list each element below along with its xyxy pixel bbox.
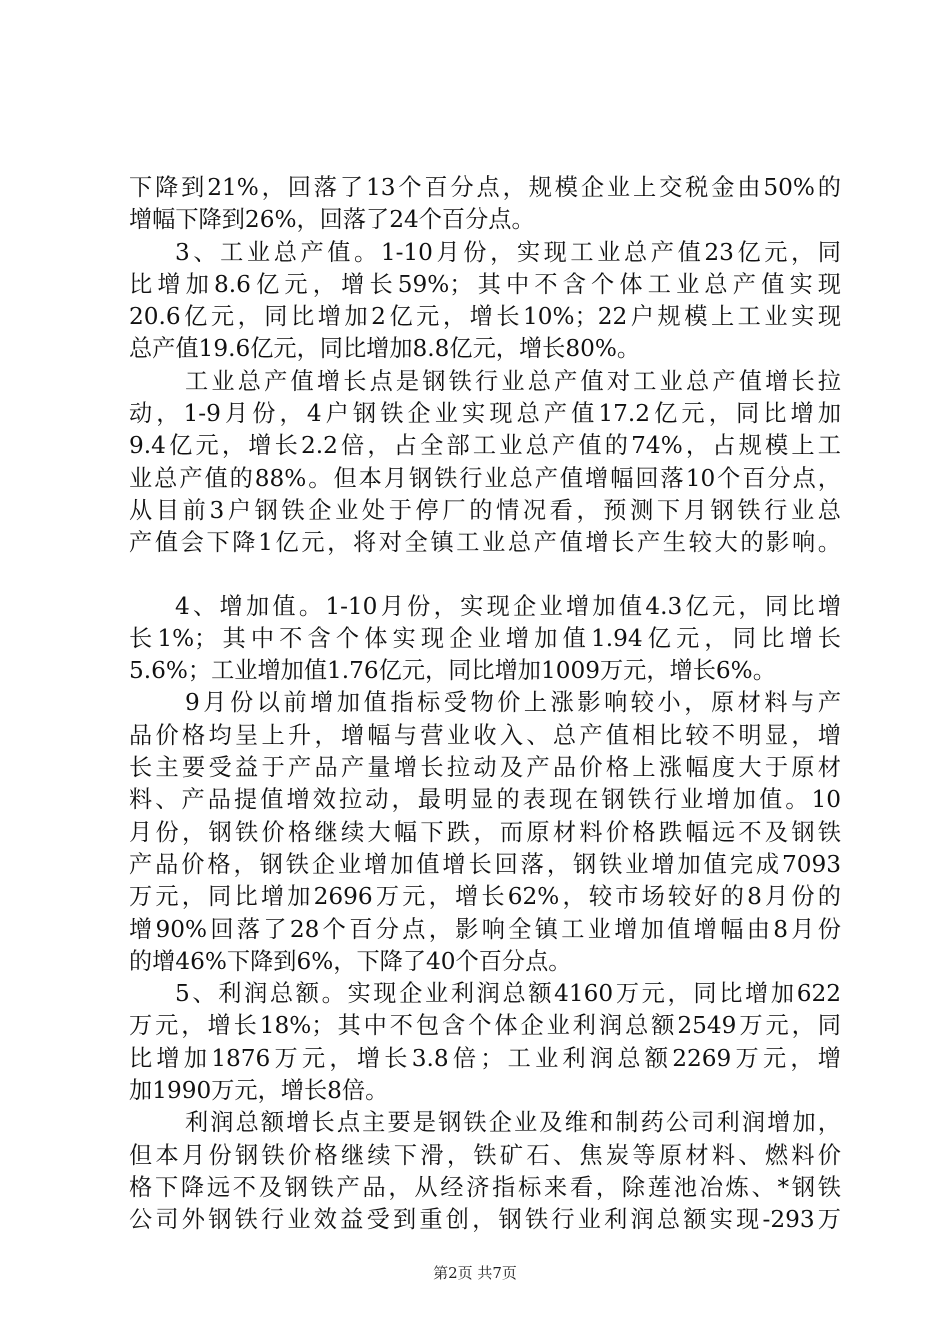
- text-line: 从目前3户钢铁企业处于停厂的情况看，预测下月钢铁行业总: [129, 496, 841, 524]
- text-line: 比增加8.6亿元，增长59%；其中不含个体工业总产值实现: [129, 270, 841, 298]
- text-line: 产值会下降1亿元，将对全镇工业总产值增长产生较大的影响。: [129, 529, 841, 557]
- text-line: 加1990万元，增长8倍。: [129, 1077, 389, 1105]
- paragraph-heading-total-profit: 5、利润总额。实现企业利润总额4160万元，同比增加622: [175, 980, 841, 1008]
- text-line: 月份，钢铁价格继续大幅下跌，而原材料价格跌幅远不及钢铁: [129, 818, 841, 846]
- text-line: 品价格均呈上升，增幅与营业收入、总产值相比较不明显，增: [129, 721, 841, 749]
- text-line: 业总产值的88%。但本月钢铁行业总产值增幅回落10个百分点，: [129, 464, 841, 492]
- paragraph-heading-industrial-output: 3、工业总产值。1-10月份，实现工业总产值23亿元，同: [175, 238, 841, 266]
- text-line: 万元，增长18%；其中不包含个体企业利润总额2549万元，同: [129, 1012, 841, 1040]
- paragraph-gap: [129, 560, 841, 591]
- text-line: 但本月份钢铁价格继续下滑，铁矿石、焦炭等原材料、燃料价: [129, 1141, 841, 1169]
- text-line: 料、产品提值增效拉动，最明显的表现在钢铁行业增加值。10: [129, 786, 841, 814]
- text-line: 增90%回落了28个百分点，影响全镇工业增加值增幅由8月份: [129, 915, 841, 943]
- text-line: 总产值19.6亿元，同比增加8.8亿元，增长80%。: [129, 335, 641, 363]
- text-line: 长1%；其中不含个体实现企业增加值1.94亿元，同比增长: [129, 624, 841, 652]
- text-line: 5.6%；工业增加值1.76亿元，同比增加1009万元，增长6%。: [129, 657, 776, 685]
- text-line: 工业总产值增长点是钢铁行业总产值对工业总产值增长拉: [185, 367, 841, 395]
- text-line: 长主要受益于产品产量增长拉动及产品价格上涨幅度大于原材: [129, 754, 841, 782]
- text-line: 9月份以前增加值指标受物价上涨影响较小，原材料与产: [185, 689, 841, 717]
- text-line: 公司外钢铁行业效益受到重创，钢铁行业利润总额实现-293万: [129, 1206, 841, 1234]
- text-line: 万元，同比增加2696万元，增长62%，较市场较好的8月份的: [129, 883, 841, 911]
- text-line: 动，1-9月份，4户钢铁企业实现总产值17.2亿元，同比增加: [129, 400, 841, 428]
- document-body: [129, 172, 841, 1237]
- text-line: 下降到21%，回落了13个百分点，规模企业上交税金由50%的: [129, 174, 841, 201]
- text-line: 的增46%下降到6%，下降了40个百分点。: [129, 947, 572, 975]
- text-line: 20.6亿元，同比增加2亿元，增长10%；22户规模上工业实现: [129, 303, 841, 331]
- text-line: 产品价格，钢铁企业增加值增长回落，钢铁业增加值完成7093: [129, 850, 841, 878]
- paragraph-heading-added-value: 4、增加值。1-10月份，实现企业增加值4.3亿元，同比增: [175, 592, 842, 620]
- text-line: 格下降远不及钢铁产品，从经济指标来看，除莲池冶炼、*钢铁: [129, 1173, 841, 1201]
- text-line: 利润总额增长点主要是钢铁企业及维和制药公司利润增加，: [185, 1109, 841, 1137]
- text-line: 9.4亿元，增长2.2倍，占全部工业总产值的74%，占规模上工: [129, 432, 841, 460]
- text-line: 比增加1876万元，增长3.8倍；工业利润总额2269万元，增: [129, 1044, 841, 1072]
- page-footer: 第2页 共7页: [433, 1264, 517, 1282]
- text-line: 增幅下降到26%，回落了24个百分点。: [129, 206, 535, 234]
